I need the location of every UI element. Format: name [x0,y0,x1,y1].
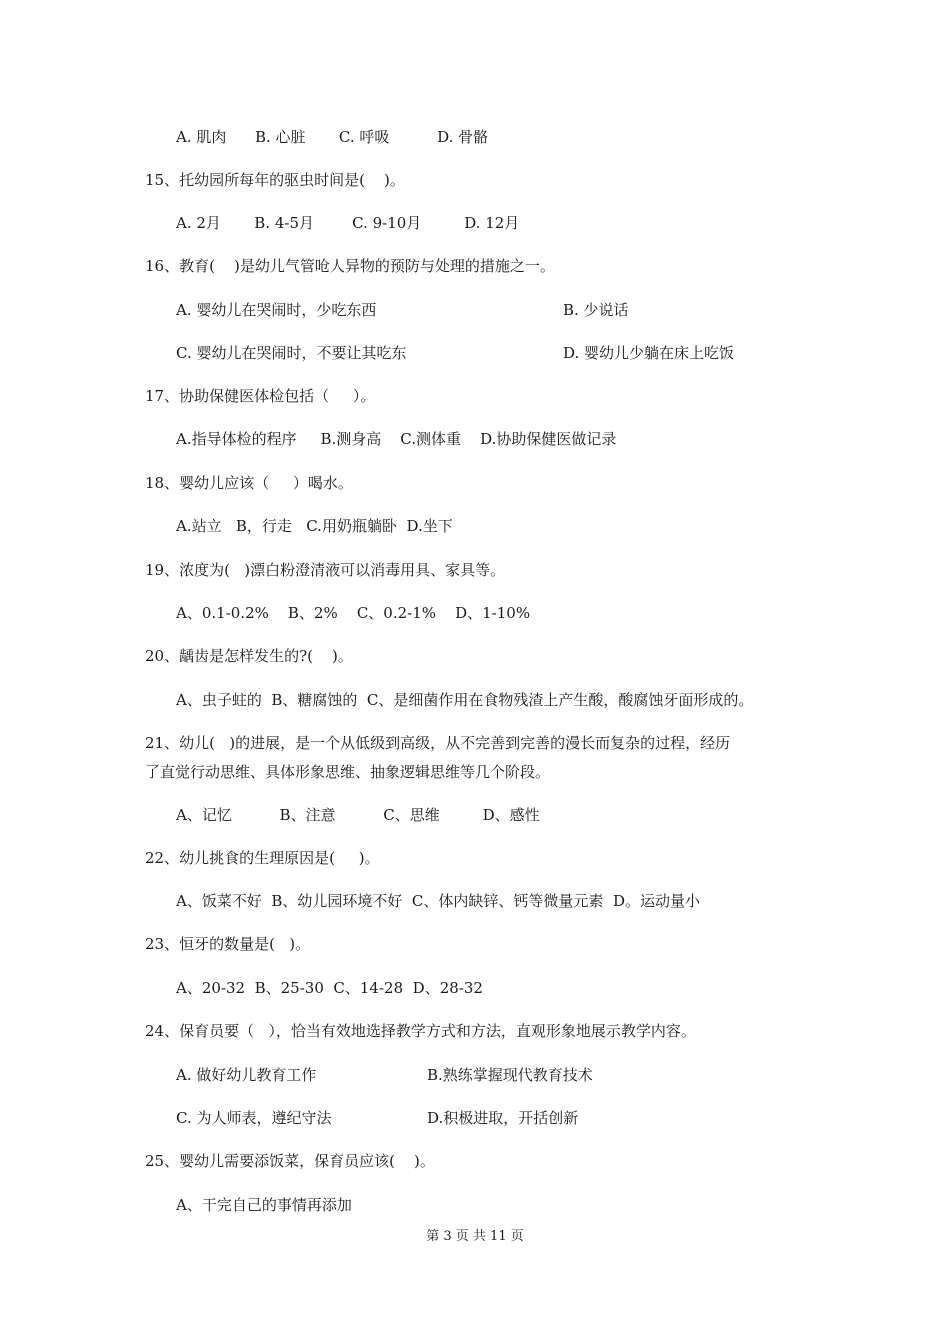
q17-options: A.指导体检的程序 B.测身高 C.测体重 D.协助保健医做记录 [176,430,617,448]
q25-option-a: A、干完自己的事情再添加 [176,1196,352,1214]
q22-stem: 22、幼儿挑食的生理原因是( )。 [145,849,380,867]
q16-option-a: A. 婴幼儿在哭闹时，少吃东西 [176,301,377,319]
q24-option-d: D.积极进取，开括创新 [427,1109,579,1127]
q19-options: A、0.1-0.2% B、2% C、0.2-1% D、1-10% [176,604,531,622]
q19-stem: 19、浓度为( )漂白粉澄清液可以消毒用具、家具等。 [145,561,506,579]
q15-stem: 15、托幼园所每年的驱虫时间是( )。 [145,171,405,189]
q20-stem: 20、龋齿是怎样发生的?( )。 [145,647,353,665]
q14-options: A. 肌肉 B. 心脏 C. 呼吸 D. 骨骼 [176,128,489,146]
q24-option-b: B.熟练掌握现代教育技术 [427,1066,593,1084]
q16-stem: 16、教育( )是幼儿气管呛人异物的预防与处理的措施之一。 [145,257,555,275]
q25-stem: 25、婴幼儿需要添饭菜，保育员应该( )。 [145,1152,435,1170]
q20-options: A、虫子蛀的 B、糖腐蚀的 C、是细菌作用在食物残渣上产生酸，酸腐蚀牙面形成的。 [176,691,754,709]
q22-options: A、饭菜不好 B、幼儿园环境不好 C、体内缺锌、钙等微量元素 D。运动量小 [176,892,700,910]
q16-option-c: C. 婴幼儿在哭闹时，不要让其吃东 [176,344,407,362]
q15-options: A. 2月 B. 4-5月 C. 9-10月 D. 12月 [176,214,520,232]
q21-stem-line2: 了直觉行动思维、具体形象思维、抽象逻辑思维等几个阶段。 [145,763,551,781]
q21-stem-line1: 21、幼儿( )的进展，是一个从低级到高级，从不完善到完善的漫长而复杂的过程，经历 [145,734,731,752]
q23-stem: 23、恒牙的数量是( )。 [145,935,311,953]
q18-options: A.站立 B，行走 C.用奶瓶躺卧 D.坐下 [176,517,453,535]
q17-stem: 17、协助保健医体检包括（ ）。 [145,387,376,405]
q24-option-a: A. 做好幼儿教育工作 [176,1066,317,1084]
page-footer: 第 3 页 共 11 页 [426,1229,524,1244]
q18-stem: 18、婴幼儿应该（ ）喝水。 [145,474,353,492]
q24-stem: 24、保育员要（ ），恰当有效地选择教学方式和方法，直观形象地展示教学内容。 [145,1022,696,1040]
q23-options: A、20-32 B、25-30 C、14-28 D、28-32 [176,979,483,997]
q21-options: A、记忆 B、注意 C、思维 D、感性 [176,806,540,824]
q16-option-d: D. 婴幼儿少躺在床上吃饭 [563,344,735,362]
q16-option-b: B. 少说话 [563,301,629,319]
q24-option-c: C. 为人师表，遵纪守法 [176,1109,332,1127]
